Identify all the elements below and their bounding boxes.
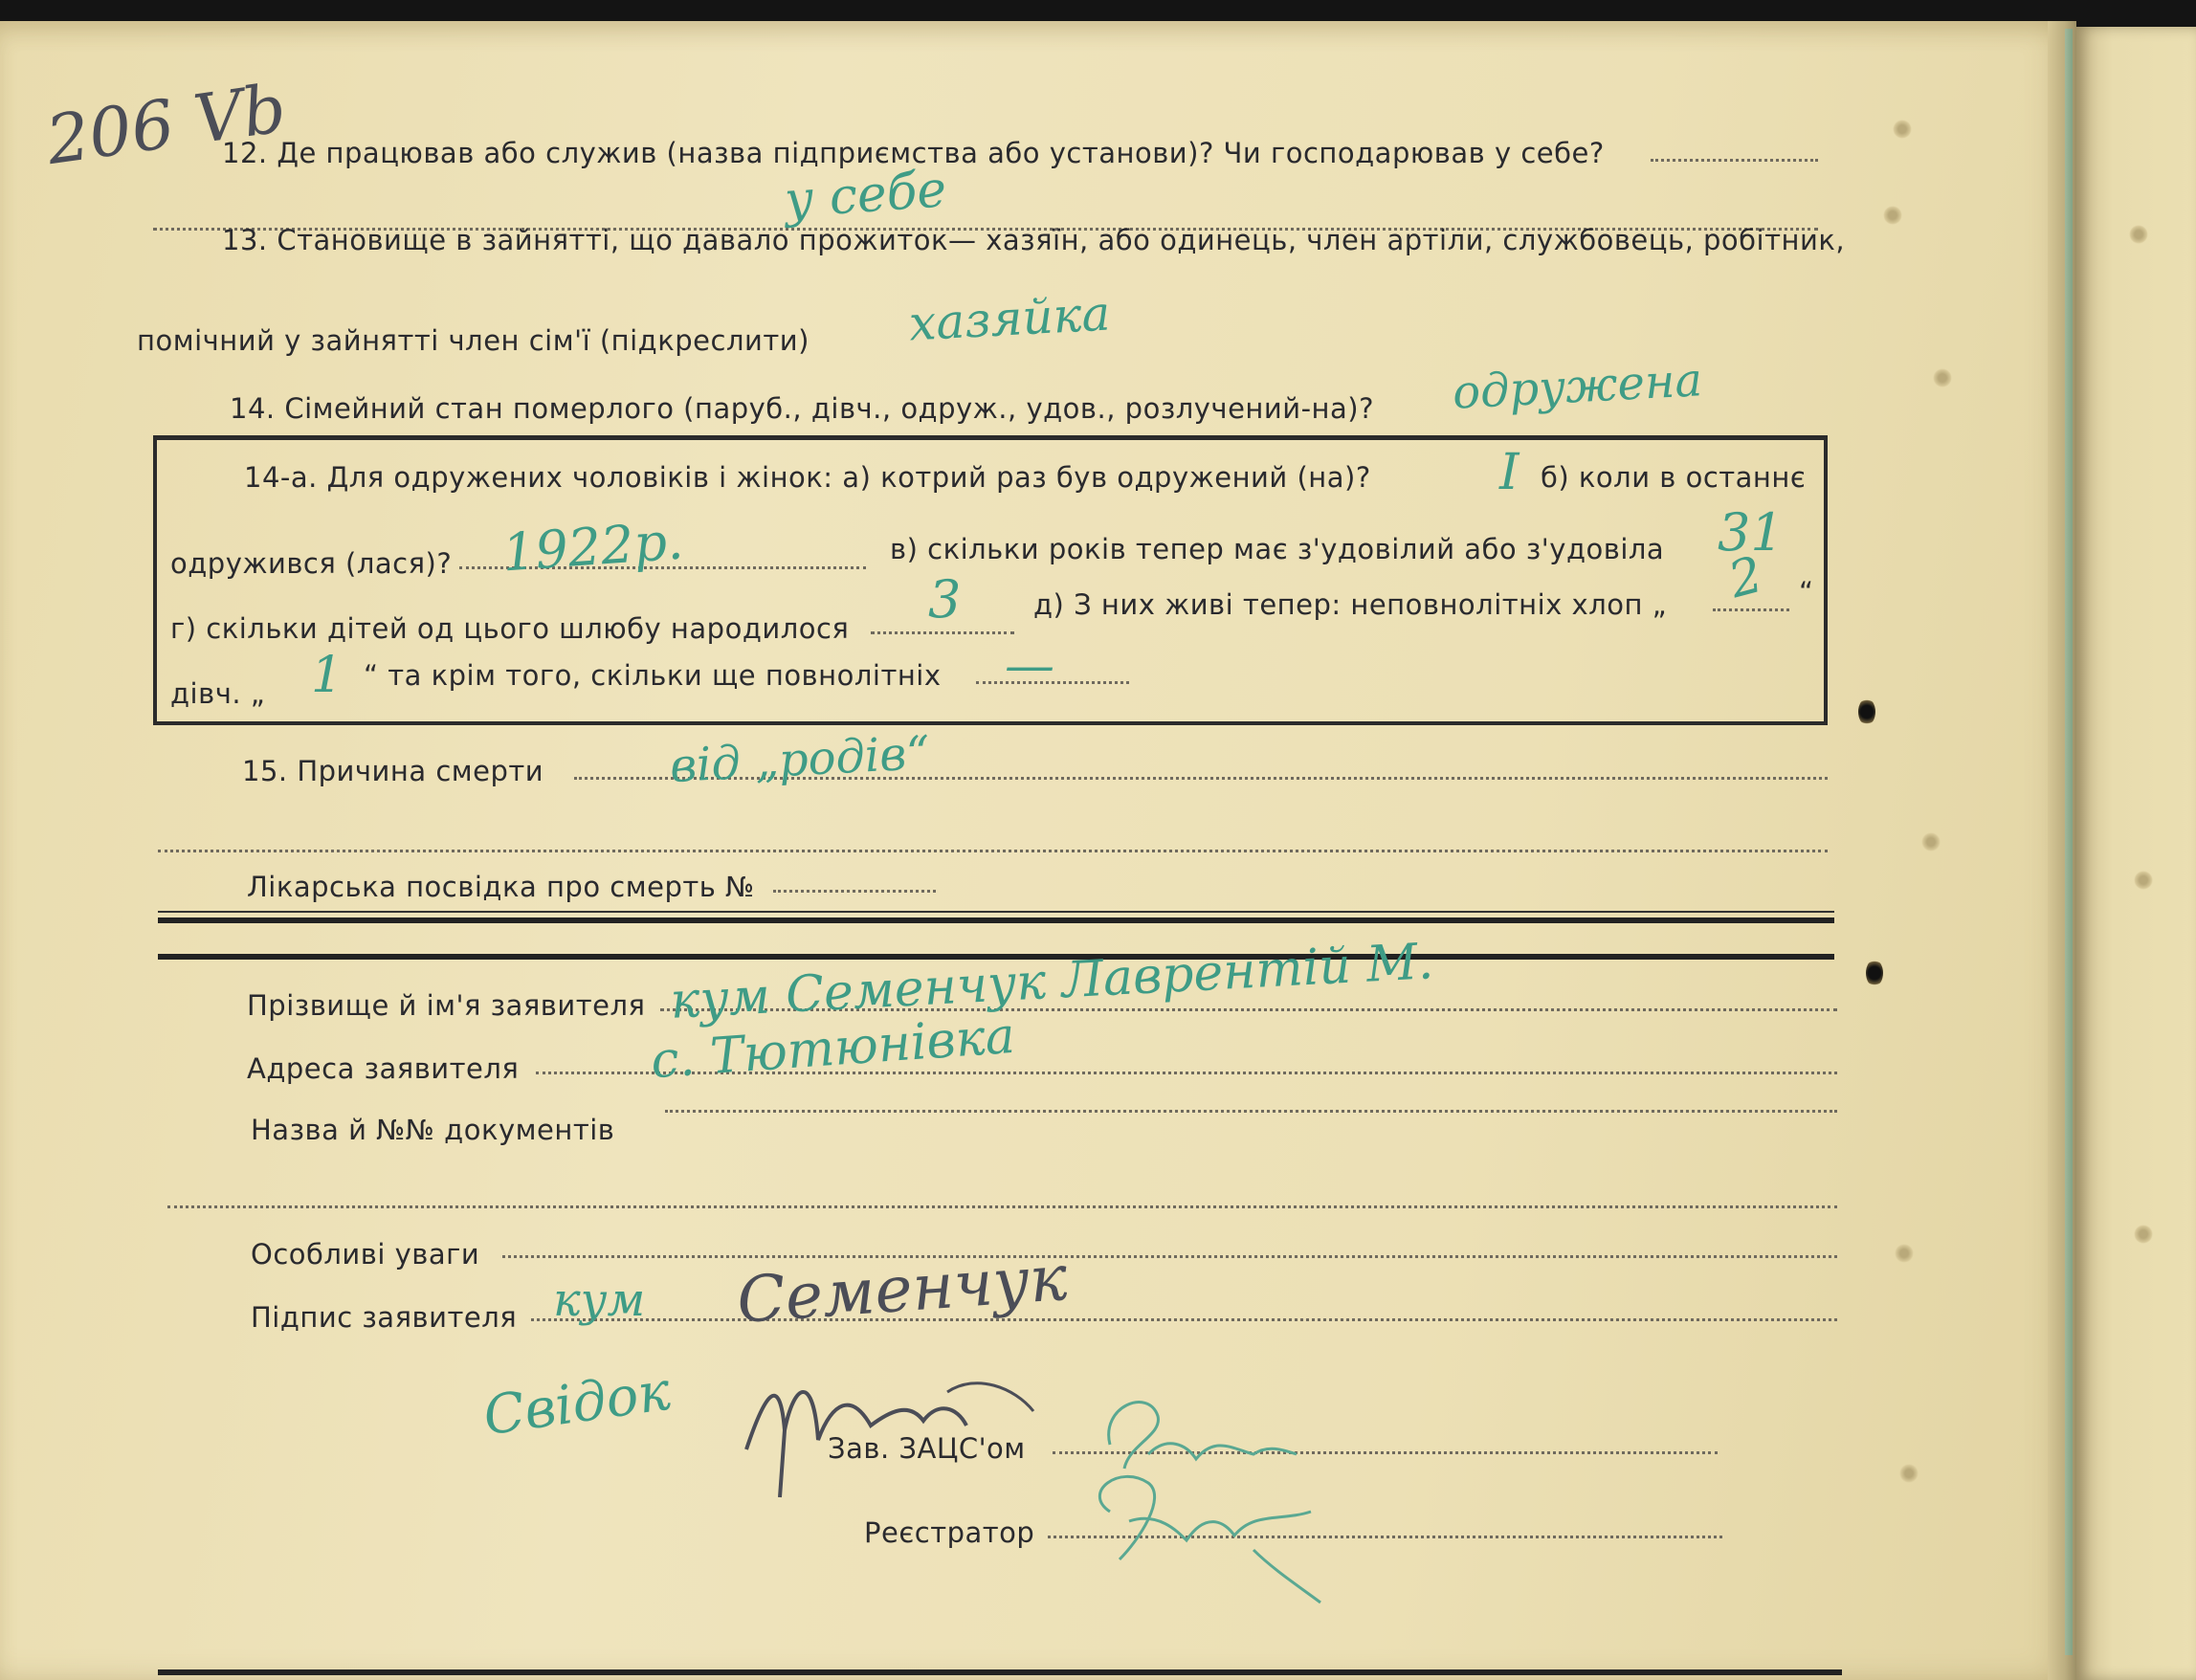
punch-hole — [1858, 698, 1875, 725]
applicant-docs-fill — [665, 1110, 1837, 1113]
signature-value: кум — [553, 1273, 646, 1327]
q13-label-line1: 13. Становище в зайнятті, що давало прожиток— хазяїн, або одинець, член артіли, службовець, робітник, — [222, 224, 1846, 256]
paper-dent — [2134, 871, 2153, 890]
applicant-address-value: с. Тютюнівка — [649, 1006, 1017, 1091]
applicant-docs-label: Назва й №№ документів — [251, 1114, 615, 1146]
q14a-answer-v: 31 — [1718, 502, 1784, 563]
notes-fill — [502, 1255, 1837, 1258]
bottom-rule — [158, 1669, 1842, 1675]
q14a-line2b: в) скільки років тепер має з'удовілий або з'удовіла — [890, 533, 1665, 565]
registrar-signature — [1062, 1454, 1387, 1617]
paper-dent — [1893, 120, 1912, 139]
q13-answer: хазяйка — [907, 285, 1112, 352]
medical-label: Лікарська посвідка про смерть № — [247, 871, 755, 903]
signature-label: Підпис заявителя — [251, 1301, 518, 1334]
q14a-line3b: д) З них живі тепер: неповнолітніх хлоп „ — [1033, 588, 1668, 621]
signature-fill — [531, 1318, 1837, 1321]
q14a-answer-d-boys: 2 — [1722, 545, 1769, 610]
applicant-name-label: Прізвище й ім'я заявителя — [247, 989, 646, 1022]
q14a-line4b: “ та крім того, скільки ще повнолітніх — [364, 659, 942, 692]
head-registry-label: Зав. ЗАЦС'ом — [828, 1432, 1026, 1465]
paper-dent — [1899, 1464, 1919, 1483]
q14a-answer-g: 3 — [928, 569, 962, 630]
q12-label: 12. Де працював або служив (назва підприємства або установи)? Чи господарював у себе? — [222, 137, 1605, 169]
notes-label: Особливі уваги — [251, 1238, 480, 1271]
applicant-docs-fill-2 — [167, 1205, 1837, 1208]
q14a-line1: 14-а. Для одружених чоловіків і жінок: а) котрий раз був одружений (на)? — [244, 461, 1371, 494]
q14a-answer-a: I — [1499, 444, 1519, 501]
section-divider — [158, 911, 1834, 913]
q14a-fill-d-boys — [1713, 608, 1789, 611]
q12-answer: у себе — [783, 161, 948, 230]
medical-fill-line — [773, 890, 936, 893]
applicant-name-value: кум Семенчук Лаврентій М. — [668, 933, 1435, 1030]
paper-dent — [1883, 206, 1902, 225]
q15-label: 15. Причина смерти — [242, 755, 544, 787]
q12-fill-line — [1651, 159, 1818, 162]
q14a-fill-g — [871, 631, 1014, 634]
paper-dent — [2134, 1225, 2153, 1244]
paper-dent — [1933, 368, 1952, 387]
applicant-address-label: Адреса заявителя — [247, 1052, 520, 1085]
q14a-line4a: дівч. „ — [170, 677, 266, 710]
q14a-line1b: б) коли в останнє — [1541, 461, 1807, 494]
q14-answer: одружена — [1451, 353, 1704, 420]
registrar-label: Реєстратор — [864, 1516, 1035, 1549]
q14a-answer-b: 1922р. — [499, 510, 686, 584]
q14a-line3c: “ — [1799, 576, 1814, 608]
signature-value-2: Семенчук — [734, 1241, 1070, 1337]
witness-signature — [727, 1335, 1072, 1507]
archive-number: 206 Vb — [41, 68, 291, 181]
adjacent-page-edge — [2076, 27, 2196, 1680]
q14-label: 14. Сімейний стан померлого (паруб., дівч., одруж., удов., розлучений-на)? — [230, 392, 1374, 425]
q14a-answer-d-girls: 1 — [311, 647, 344, 704]
q13-label-line2: помічний у зайнятті член сім'ї (підкреслити) — [137, 324, 810, 357]
paper-dent — [1921, 832, 1941, 851]
section-divider — [158, 917, 1834, 923]
q15-fill-line-2 — [158, 850, 1828, 852]
q14a-line2a: одружився (лася)? — [170, 547, 453, 580]
q14a-answer-adults: — — [1005, 637, 1054, 695]
q14a-line3a: г) скільки дітей од цього шлюбу народилося — [170, 612, 850, 645]
punch-hole — [1866, 960, 1883, 986]
spine-edge — [2065, 29, 2073, 1655]
paper-dent — [2129, 225, 2148, 244]
q15-answer: від „родів“ — [668, 725, 931, 794]
paper-dent — [1895, 1244, 1914, 1263]
witness-label: Свідок — [479, 1359, 675, 1448]
